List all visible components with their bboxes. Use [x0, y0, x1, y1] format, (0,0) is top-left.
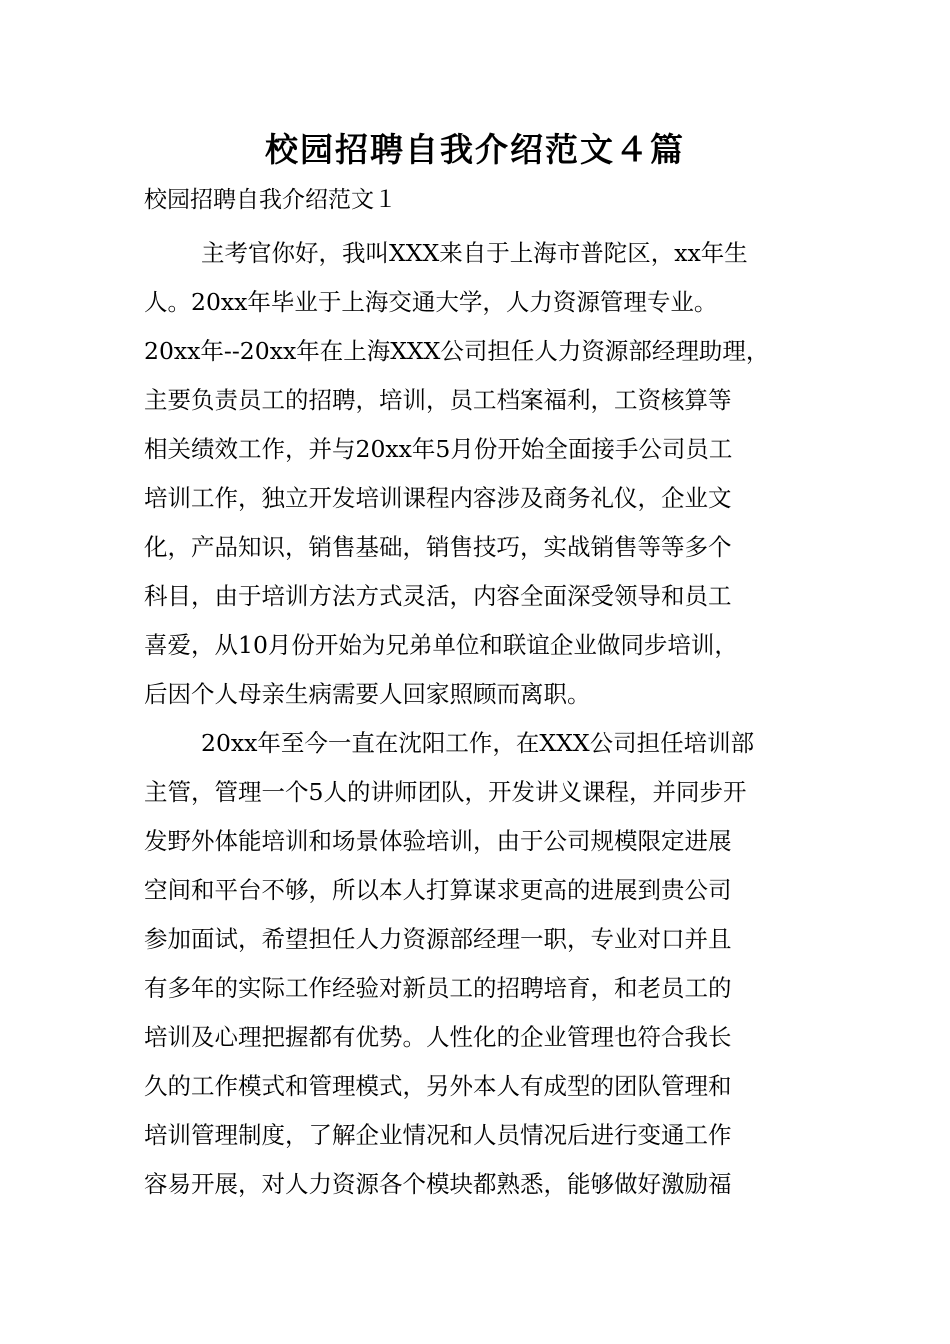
text-line: 20xx年--20xx年在上海XXX公司担任人力资源部经理助理， — [144, 337, 770, 365]
text-line: 发野外体能培训和场景体验培训，由于公司规模限定进展 — [144, 827, 732, 855]
text-line: 20xx年至今一直在沈阳工作，在XXX公司担任培训部 — [201, 729, 755, 757]
text-line: 培训管理制度，了解企业情况和人员情况后进行变通工作 — [144, 1121, 732, 1149]
text-line: 相关绩效工作，并与20xx年5月份开始全面接手公司员工 — [144, 435, 733, 463]
text-line: 主要负责员工的招聘，培训，员工档案福利，工资核算等 — [144, 386, 732, 414]
text-line: 久的工作模式和管理模式，另外本人有成型的团队管理和 — [144, 1072, 732, 1100]
text-line: 培训及心理把握都有优势。人性化的企业管理也符合我长 — [144, 1023, 732, 1051]
text-line: 人。20xx年毕业于上海交通大学，人力资源管理专业。 — [144, 288, 718, 316]
document-title: 校园招聘自我介绍范文４篇 — [265, 130, 685, 169]
body-text — [144, 229, 824, 1209]
text-line: 科目，由于培训方法方式灵活，内容全面深受领导和员工 — [144, 582, 732, 610]
text-line: 培训工作，独立开发培训课程内容涉及商务礼仪，企业文 — [144, 484, 732, 512]
text-line: 容易开展，对人力资源各个模块都熟悉，能够做好激励福 — [144, 1170, 732, 1198]
text-line: 后因个人母亲生病需要人回家照顾而离职。 — [144, 680, 591, 708]
text-line: 空间和平台不够，所以本人打算谋求更高的进展到贵公司 — [144, 876, 732, 904]
text-line: 有多年的实际工作经验对新员工的招聘培育，和老员工的 — [144, 974, 732, 1002]
text-line: 主管，管理一个5人的讲师团队，开发讲义课程，并同步开 — [144, 778, 747, 806]
text-line: 主考官你好，我叫XXX来自于上海市普陀区，xx年生 — [201, 239, 748, 267]
text-line: 参加面试，希望担任人力资源部经理一职，专业对口并且 — [144, 925, 732, 953]
text-line: 喜爱，从10月份开始为兄弟单位和联谊企业做同步培训， — [144, 631, 738, 659]
section-heading: 校园招聘自我介绍范文１ — [144, 187, 397, 213]
text-line: 化，产品知识，销售基础，销售技巧，实战销售等等多个 — [144, 533, 732, 561]
